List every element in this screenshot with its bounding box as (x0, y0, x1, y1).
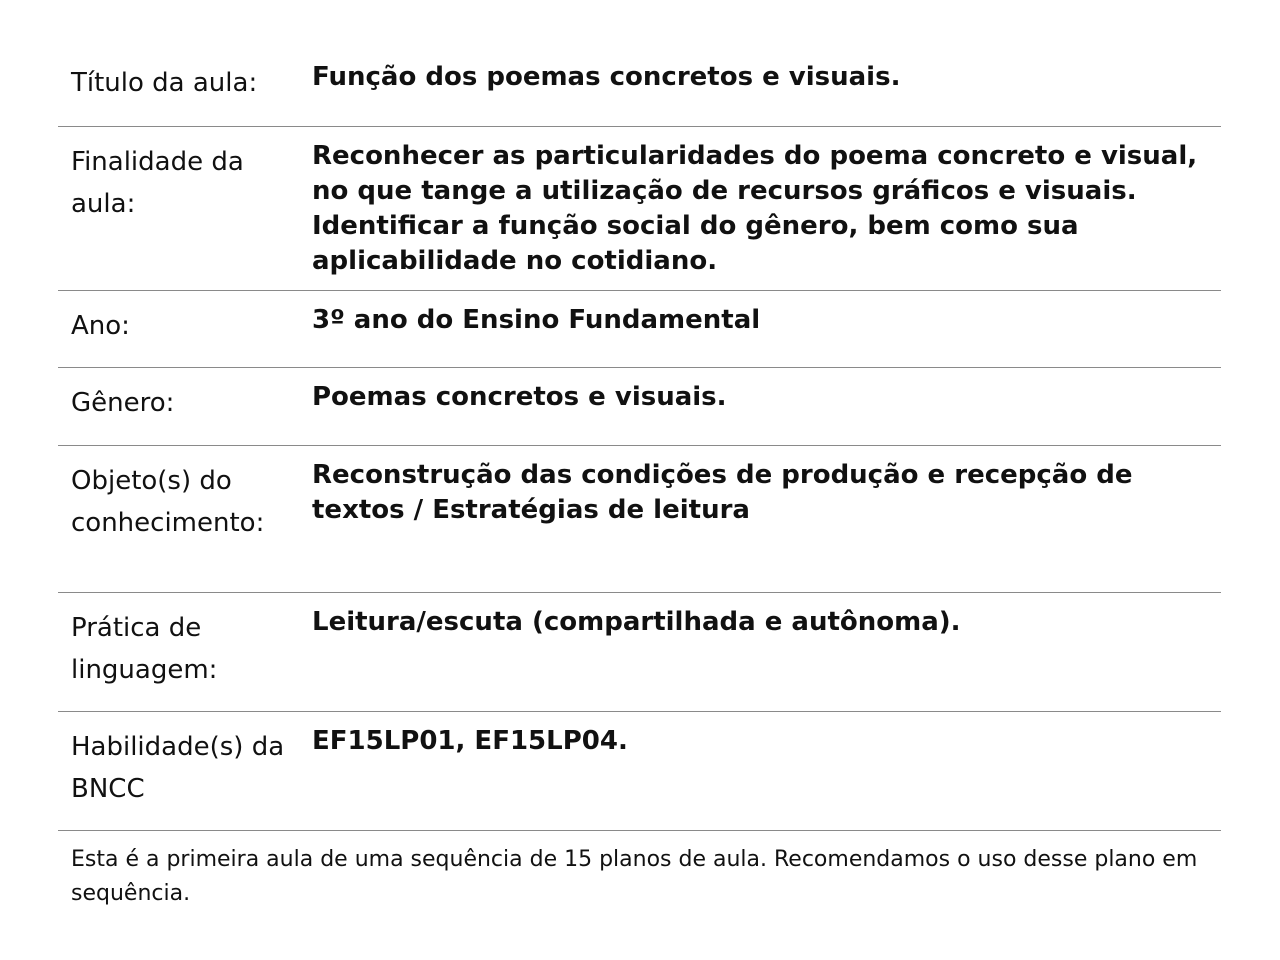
row-label-genero: Gênero: (71, 388, 175, 418)
table-row (58, 368, 1221, 446)
table-row (58, 593, 1221, 712)
table-row (58, 127, 1221, 291)
row-label-pratica: Prática de linguagem: (71, 613, 218, 685)
row-value-pratica: Leitura/escuta (compartilhada e autônoma). (312, 607, 961, 637)
row-value-finalidade: Reconhecer as particularidades do poema concreto e visual, no que tange a utilização de recursos gráficos e visuais. Identificar a função social do gênero, bem como sua aplicabilidade no cotidiano. (312, 141, 1198, 276)
table-row (58, 48, 1221, 127)
row-label-objeto: Objeto(s) do conhecimento: (71, 466, 265, 538)
row-label-finalidade: Finalidade da aula: (71, 147, 244, 219)
table-row (58, 712, 1221, 831)
row-label-titulo: Título da aula: (71, 68, 258, 98)
row-value-ano: 3º ano do Ensino Fundamental (312, 305, 761, 335)
table-row (58, 446, 1221, 593)
row-value-habilidades: EF15LP01, EF15LP04. (312, 726, 628, 756)
sequence-note: Esta é a primeira aula de uma sequência de 15 planos de aula. Recomendamos o uso desse plano em sequência. (71, 847, 1198, 906)
table-row (58, 291, 1221, 368)
row-label-ano: Ano: (71, 311, 130, 341)
row-label-habilidades: Habilidade(s) da BNCC (71, 732, 285, 804)
row-value-genero: Poemas concretos e visuais. (312, 382, 727, 412)
row-value-objeto: Reconstrução das condições de produção e recepção de textos / Estratégias de leitura (312, 460, 1133, 525)
row-value-titulo: Função dos poemas concretos e visuais. (312, 62, 901, 92)
lesson-plan-table (58, 48, 1221, 911)
